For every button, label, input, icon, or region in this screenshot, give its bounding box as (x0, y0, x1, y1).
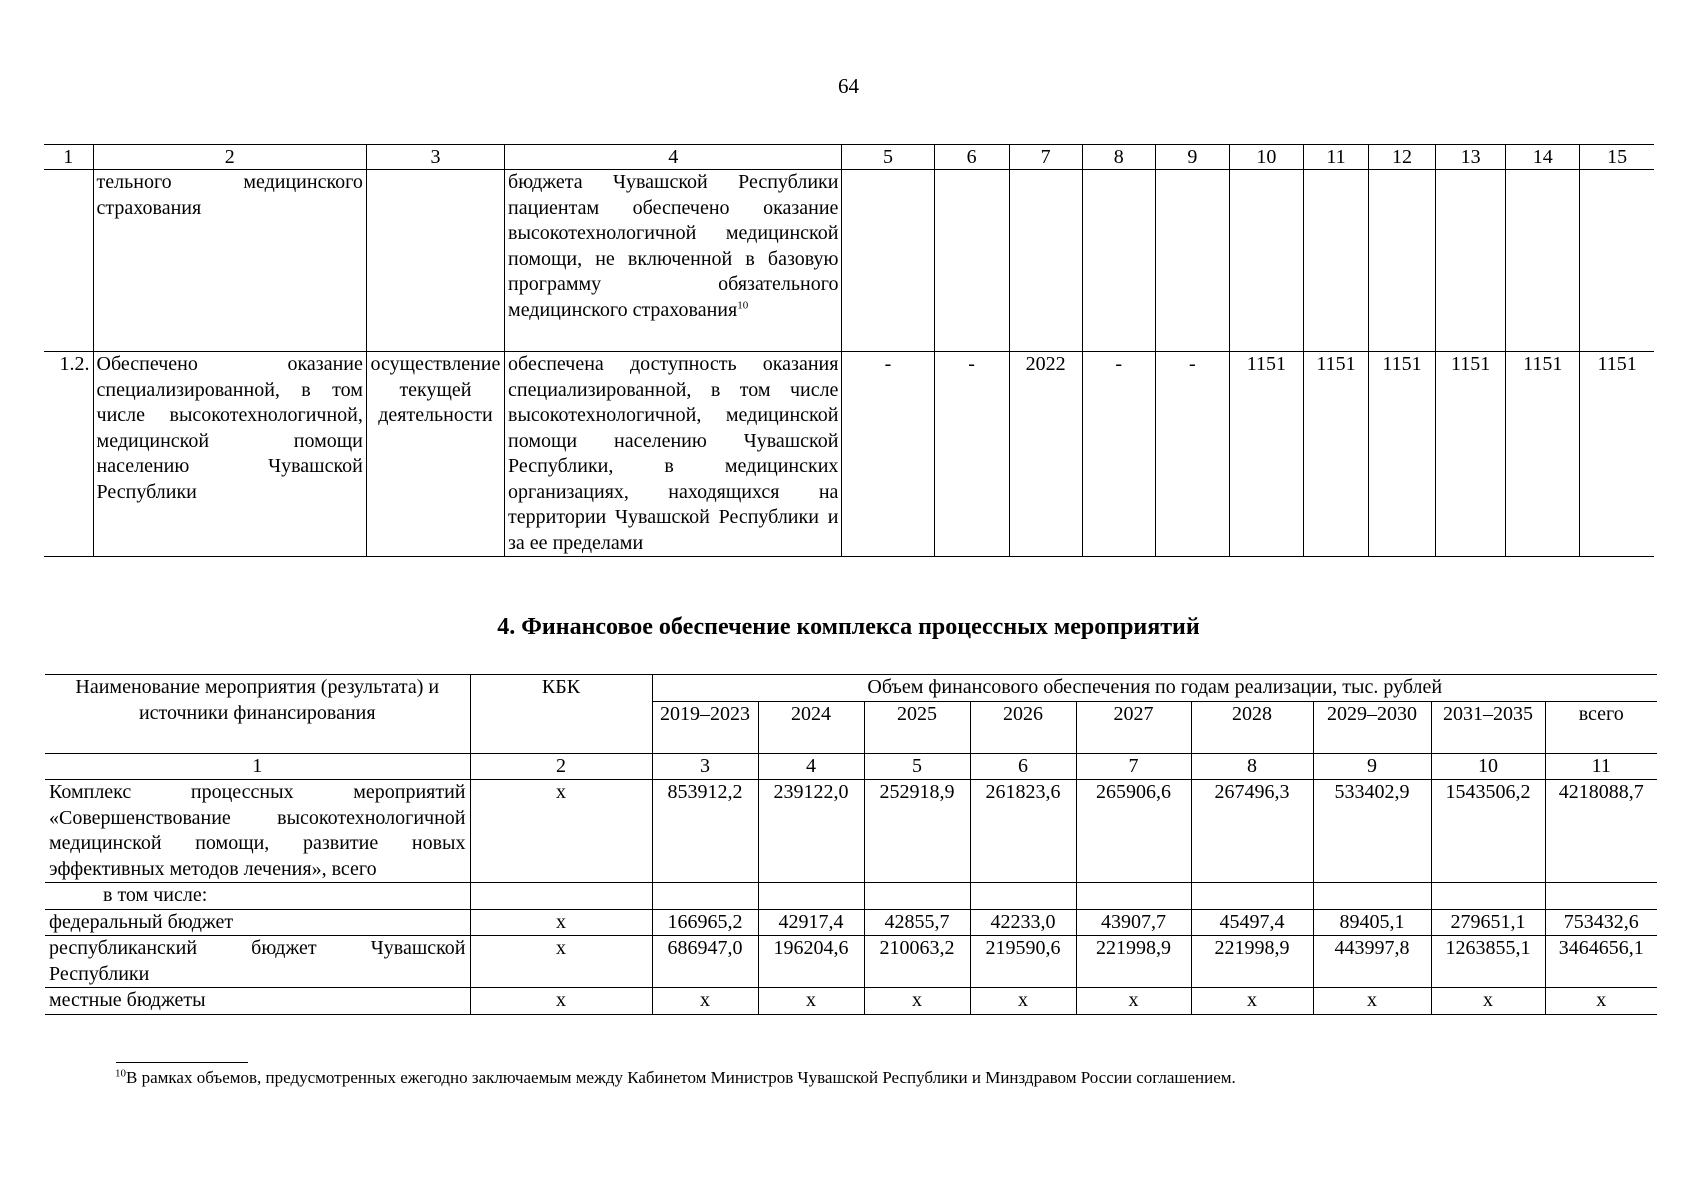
value-cell: - (1155, 352, 1229, 557)
row-name: республиканский бюджет Чувашской Республики (45, 936, 470, 988)
value-cell: 1151 (1580, 352, 1654, 557)
col-number: 11 (1545, 753, 1657, 780)
value-cell: 45497,4 (1191, 909, 1313, 936)
col-number: 14 (1506, 145, 1580, 170)
row-kbk: х (470, 909, 652, 936)
footnote-text: В рамках объемов, предусмотренных ежегодно заключаемым между Кабинетом Министров Чувашской Республики и Минздравом России соглашением. (126, 1068, 1236, 1087)
value-cell (1076, 883, 1191, 910)
value-cell: 267496,3 (1191, 780, 1313, 883)
col-number: 4 (758, 753, 864, 780)
col-number: 3 (366, 145, 504, 170)
page-number: 64 (838, 74, 859, 98)
col-number: 5 (842, 145, 934, 170)
footnote-mark: 10 (115, 1067, 126, 1080)
value-cell: 2022 (1009, 352, 1082, 557)
value-cell: 221998,9 (1191, 936, 1313, 988)
activity-name: Обеспечено оказание специализированной, в том числе высокотехнологичной, медицинской помощи населению Чувашской Республики (93, 352, 366, 557)
col-number: 10 (1431, 753, 1545, 780)
value-cell: - (934, 352, 1009, 557)
table-row (44, 352, 1654, 557)
col-number: 3 (652, 753, 758, 780)
value-cell: 42855,7 (864, 909, 970, 936)
value-cell: 1263855,1 (1431, 936, 1545, 988)
value-cell: 265906,6 (1076, 780, 1191, 883)
value-cell: 533402,9 (1313, 780, 1431, 883)
value-cell: 166965,2 (652, 909, 758, 936)
row-number: 1.2. (44, 352, 93, 557)
value-cell (1431, 883, 1545, 910)
value-cell: 42917,4 (758, 909, 864, 936)
col-number: 10 (1229, 145, 1303, 170)
value-cell: 221998,9 (1076, 936, 1191, 988)
value-cell: х (1431, 988, 1545, 1015)
value-cell: 1151 (1303, 352, 1368, 557)
col-number: 1 (44, 145, 93, 170)
value-cell: 1543506,2 (1431, 780, 1545, 883)
row-kbk (470, 883, 652, 910)
value-cell (864, 883, 970, 910)
header-name: Наименование мероприятия (результата) и источники финансирования (45, 675, 470, 754)
value-cell: 89405,1 (1313, 909, 1431, 936)
value-cell (1313, 883, 1431, 910)
value-cell: х (1545, 988, 1657, 1015)
table-row (45, 883, 1657, 910)
table1-header-row (44, 145, 1654, 170)
value-cell (652, 883, 758, 910)
activity-result: обеспечена доступность оказания специализированной, в том числе высокотехнологичной, медицинской помощи населению Чувашской Республики, в медицинских организациях, находящихся на территории Чувашской Республики и за ее пределами (505, 352, 842, 557)
value-cell: 443997,8 (1313, 936, 1431, 988)
footnote-ref: 10 (737, 298, 749, 311)
col-number: 15 (1580, 145, 1654, 170)
value-cell: х (652, 988, 758, 1015)
footnote-separator (116, 1062, 248, 1063)
row-kbk: х (470, 780, 652, 883)
table-row (45, 909, 1657, 936)
table-row-continuation (44, 170, 1654, 352)
activity-type: осуществление текущей деятельности (366, 352, 504, 557)
year-header: 2024 (758, 701, 864, 753)
year-header: 2019–2023 (652, 701, 758, 753)
year-header: 2025 (864, 701, 970, 753)
value-cell: 3464656,1 (1545, 936, 1657, 988)
value-cell: х (970, 988, 1076, 1015)
value-cell: х (1191, 988, 1313, 1015)
value-cell: х (758, 988, 864, 1015)
value-cell: - (842, 352, 934, 557)
col-number: 9 (1155, 145, 1229, 170)
value-cell: 1151 (1229, 352, 1303, 557)
col-number: 13 (1436, 145, 1506, 170)
row-name: в том числе: (45, 883, 470, 910)
financing-table (45, 674, 1657, 1015)
value-cell: - (1082, 352, 1155, 557)
value-cell (970, 883, 1076, 910)
year-header: 2031–2035 (1431, 701, 1545, 753)
value-cell: 853912,2 (652, 780, 758, 883)
year-header: 2026 (970, 701, 1076, 753)
col-number: 8 (1191, 753, 1313, 780)
value-cell: х (1313, 988, 1431, 1015)
header-volume: Объем финансового обеспечения по годам реализации, тыс. рублей (652, 675, 1657, 702)
activity-name-continued: тельного медицинского страхования (93, 170, 366, 352)
col-number: 6 (934, 145, 1009, 170)
header-kbk: КБК (470, 675, 652, 754)
value-cell: 252918,9 (864, 780, 970, 883)
value-cell: 261823,6 (970, 780, 1076, 883)
value-cell: 1151 (1436, 352, 1506, 557)
col-number: 9 (1313, 753, 1431, 780)
value-cell: 1151 (1506, 352, 1580, 557)
footnote (115, 1068, 1236, 1088)
value-cell (1545, 883, 1657, 910)
table-row (45, 988, 1657, 1015)
activities-table (44, 144, 1654, 557)
row-kbk: х (470, 988, 652, 1015)
result-continued: бюджета Чувашской Республики пациентам обеспечено оказание высокотехнологичной медицинской помощи, не включенной в базовую программу обязательного медицинского страхования$^{10}$ (505, 170, 842, 352)
table-row (45, 936, 1657, 988)
value-cell: 686947,0 (652, 936, 758, 988)
table2-header-row (45, 675, 1657, 702)
year-header: всего (1545, 701, 1657, 753)
col-number: 8 (1082, 145, 1155, 170)
col-number: 5 (864, 753, 970, 780)
col-number: 12 (1369, 145, 1436, 170)
value-cell: 753432,6 (1545, 909, 1657, 936)
value-cell: 42233,0 (970, 909, 1076, 936)
value-cell: х (864, 988, 970, 1015)
section-title: 4. Финансовое обеспечение комплекса процессных мероприятий (497, 614, 1200, 640)
value-cell: 196204,6 (758, 936, 864, 988)
value-cell: 43907,7 (1076, 909, 1191, 936)
value-cell: 4218088,7 (1545, 780, 1657, 883)
year-header: 2027 (1076, 701, 1191, 753)
row-name: Комплекс процессных мероприятий «Совершенствование высокотехнологичной медицинской помощи, развитие новых эффективных методов лечения», всего (45, 780, 470, 883)
value-cell: 219590,6 (970, 936, 1076, 988)
col-number: 2 (470, 753, 652, 780)
col-number: 7 (1076, 753, 1191, 780)
col-number: 2 (93, 145, 366, 170)
col-number: 4 (505, 145, 842, 170)
value-cell: 239122,0 (758, 780, 864, 883)
table2-colnum-row (45, 753, 1657, 780)
value-cell: х (1076, 988, 1191, 1015)
value-cell: 210063,2 (864, 936, 970, 988)
value-cell: 1151 (1369, 352, 1436, 557)
value-cell (1191, 883, 1313, 910)
col-number: 1 (45, 753, 470, 780)
row-name: федеральный бюджет (45, 909, 470, 936)
col-number: 6 (970, 753, 1076, 780)
row-name: местные бюджеты (45, 988, 470, 1015)
row-kbk: х (470, 936, 652, 988)
value-cell (758, 883, 864, 910)
col-number: 7 (1009, 145, 1082, 170)
year-header: 2029–2030 (1313, 701, 1431, 753)
col-number: 11 (1303, 145, 1368, 170)
value-cell: 279651,1 (1431, 909, 1545, 936)
year-header: 2028 (1191, 701, 1313, 753)
table-row-total (45, 780, 1657, 883)
